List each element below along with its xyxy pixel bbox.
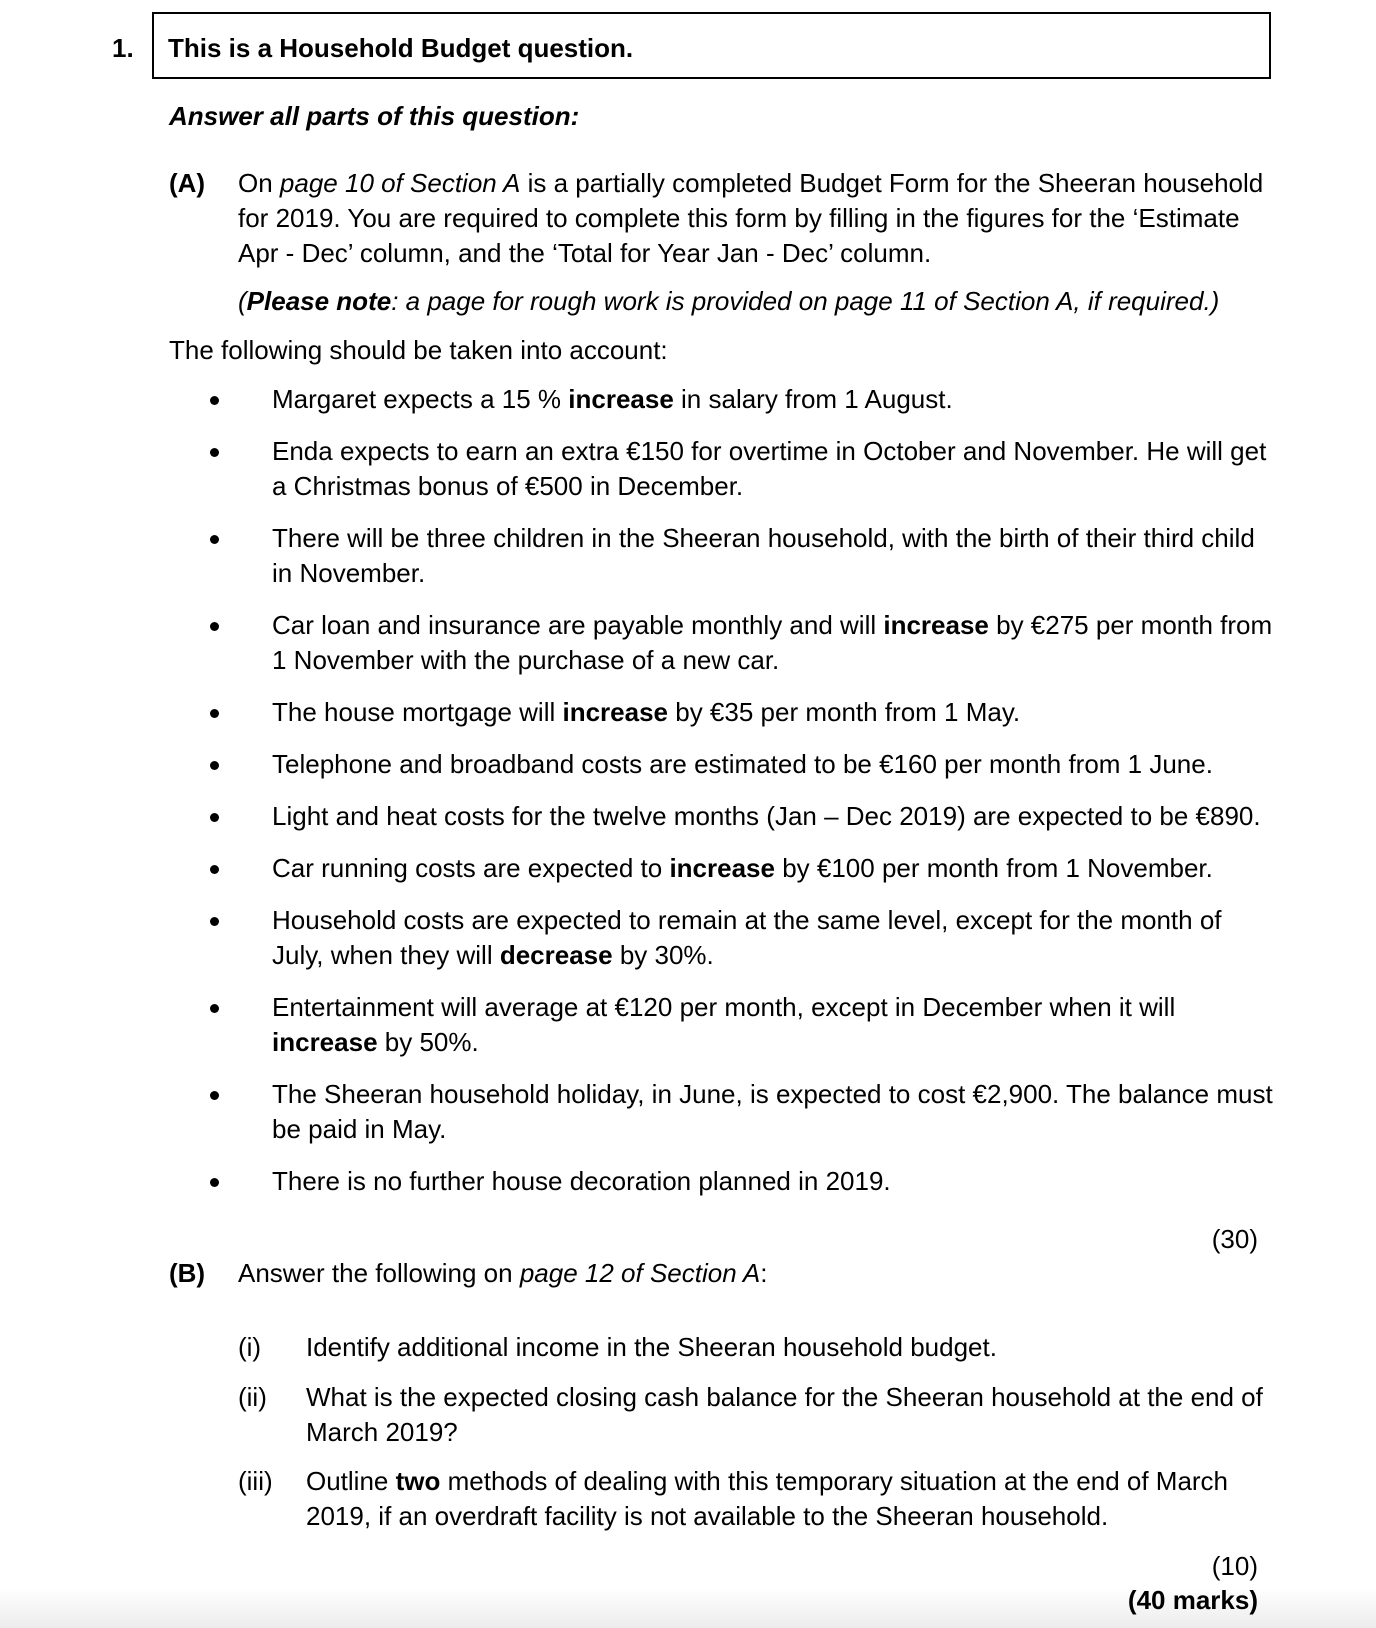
rough-work-note bbox=[238, 284, 1219, 319]
bullet-icon bbox=[210, 1004, 219, 1013]
item-text: There will be three children in the Sheeran household, with the birth of their third child in November. bbox=[272, 523, 1255, 588]
list-item bbox=[200, 695, 1280, 730]
bullet-icon bbox=[210, 448, 219, 457]
item-text-2: by 30%. bbox=[612, 940, 714, 970]
bullet-icon bbox=[210, 622, 219, 631]
item-text-2: by €275 per month from 1 November with the purchase of a new car. bbox=[272, 610, 1273, 675]
bullet-icon bbox=[210, 761, 219, 770]
item-emphasis: decrease bbox=[499, 940, 613, 970]
item-emphasis: increase bbox=[272, 1027, 378, 1057]
part-a-page-ref: page 10 of Section A bbox=[279, 168, 521, 198]
total-marks: (40 marks) bbox=[1127, 1585, 1258, 1615]
part-b-marks: (10) bbox=[1211, 1551, 1258, 1581]
bullet-icon bbox=[210, 1178, 219, 1187]
item-text: Light and heat costs for the twelve months (Jan – Dec 2019) are expected to be €890. bbox=[272, 801, 1261, 831]
list-item bbox=[200, 434, 1280, 504]
part-a-intro-text: On bbox=[238, 168, 280, 198]
item-text-2: by €35 per month from 1 May. bbox=[668, 697, 1021, 727]
note-label: Please note bbox=[246, 286, 392, 316]
part-a-intro bbox=[238, 166, 1268, 271]
item-emphasis: increase bbox=[669, 853, 775, 883]
list-item bbox=[200, 1077, 1280, 1147]
list-item bbox=[200, 799, 1280, 834]
item-text: There is no further house decoration planned in 2019. bbox=[272, 1166, 891, 1196]
item-text: Telephone and broadband costs are estimated to be €160 per month from 1 June. bbox=[272, 749, 1213, 779]
item-text: The house mortgage will bbox=[272, 697, 563, 727]
item-text-2: methods of dealing with this temporary situation at the end of March 2019, if an overdraft facility is not available to the Sheeran household. bbox=[306, 1466, 1229, 1531]
list-item bbox=[200, 903, 1280, 973]
part-b-page-ref: page 12 of Section A bbox=[519, 1258, 761, 1288]
part-b-intro-text: Answer the following on bbox=[238, 1258, 520, 1288]
item-text: Car loan and insurance are payable monthly and will bbox=[272, 610, 884, 640]
item-emphasis: increase bbox=[562, 697, 669, 727]
item-text: Outline bbox=[306, 1466, 396, 1496]
list-item bbox=[200, 608, 1280, 678]
note-open: ( bbox=[238, 286, 247, 316]
account-intro: The following should be taken into account: bbox=[169, 335, 668, 365]
question-header-box bbox=[152, 12, 1271, 79]
bullet-icon bbox=[210, 535, 219, 544]
item-text: Enda expects to earn an extra €150 for overtime in October and November. He will get a Christmas bonus of €500 in December. bbox=[272, 436, 1267, 501]
item-text-2: in salary from 1 August. bbox=[673, 384, 953, 414]
item-text: Entertainment will average at €120 per month, except in December when it will bbox=[272, 992, 1176, 1022]
item-text-block bbox=[306, 1330, 1266, 1365]
part-a-label: (A) bbox=[169, 168, 206, 198]
bullet-icon bbox=[210, 917, 219, 926]
list-item bbox=[200, 1164, 1280, 1199]
part-b-intro bbox=[238, 1256, 768, 1291]
item-text: Household costs are expected to remain at the same level, except for the month of July, when they will bbox=[272, 905, 1222, 970]
bullet-icon bbox=[210, 1091, 219, 1100]
item-emphasis: increase bbox=[883, 610, 989, 640]
item-number: (ii) bbox=[238, 1382, 267, 1412]
list-item bbox=[200, 521, 1280, 591]
item-text: What is the expected closing cash balance for the Sheeran household at the end of March 2019? bbox=[306, 1382, 1263, 1447]
instruction: Answer all parts of this question: bbox=[169, 101, 580, 131]
part-b-intro-text-2: : bbox=[760, 1258, 768, 1288]
bullet-icon bbox=[210, 865, 219, 874]
list-item bbox=[200, 747, 1280, 782]
considerations-list bbox=[200, 382, 1280, 1216]
item-emphasis: two bbox=[395, 1466, 441, 1496]
bullet-icon bbox=[210, 709, 219, 718]
list-item bbox=[200, 990, 1280, 1060]
question-number: 1. bbox=[112, 33, 134, 63]
question-header: This is a Household Budget question. bbox=[168, 33, 634, 63]
item-number: (i) bbox=[238, 1332, 262, 1362]
part-a-intro-text-2: is a partially completed Budget Form for the Sheeran household for 2019. You are required to complete this form by filling in the figures for the ‘Estimate Apr - Dec’ column, and the ‘Total for Year Jan - Dec’ column. bbox=[238, 168, 1264, 268]
part-b-label: (B) bbox=[169, 1258, 206, 1288]
item-text-block bbox=[306, 1464, 1266, 1534]
item-text: Identify additional income in the Sheeran household budget. bbox=[306, 1332, 997, 1362]
note-text: : a page for rough work is provided on page 11 of Section A, if required.) bbox=[391, 286, 1220, 316]
list-item bbox=[200, 382, 1280, 417]
item-number: (iii) bbox=[238, 1466, 273, 1496]
item-text: Car running costs are expected to bbox=[272, 853, 670, 883]
bullet-icon bbox=[210, 396, 219, 405]
item-text-block bbox=[306, 1380, 1266, 1450]
part-a-marks: (30) bbox=[1211, 1224, 1258, 1254]
item-emphasis: increase bbox=[568, 384, 674, 414]
item-text: The Sheeran household holiday, in June, is expected to cost €2,900. The balance must be paid in May. bbox=[272, 1079, 1273, 1144]
item-text-2: by €100 per month from 1 November. bbox=[774, 853, 1213, 883]
item-text: Margaret expects a 15 % bbox=[272, 384, 569, 414]
item-text-2: by 50%. bbox=[377, 1027, 479, 1057]
list-item bbox=[200, 851, 1280, 886]
bullet-icon bbox=[210, 813, 219, 822]
